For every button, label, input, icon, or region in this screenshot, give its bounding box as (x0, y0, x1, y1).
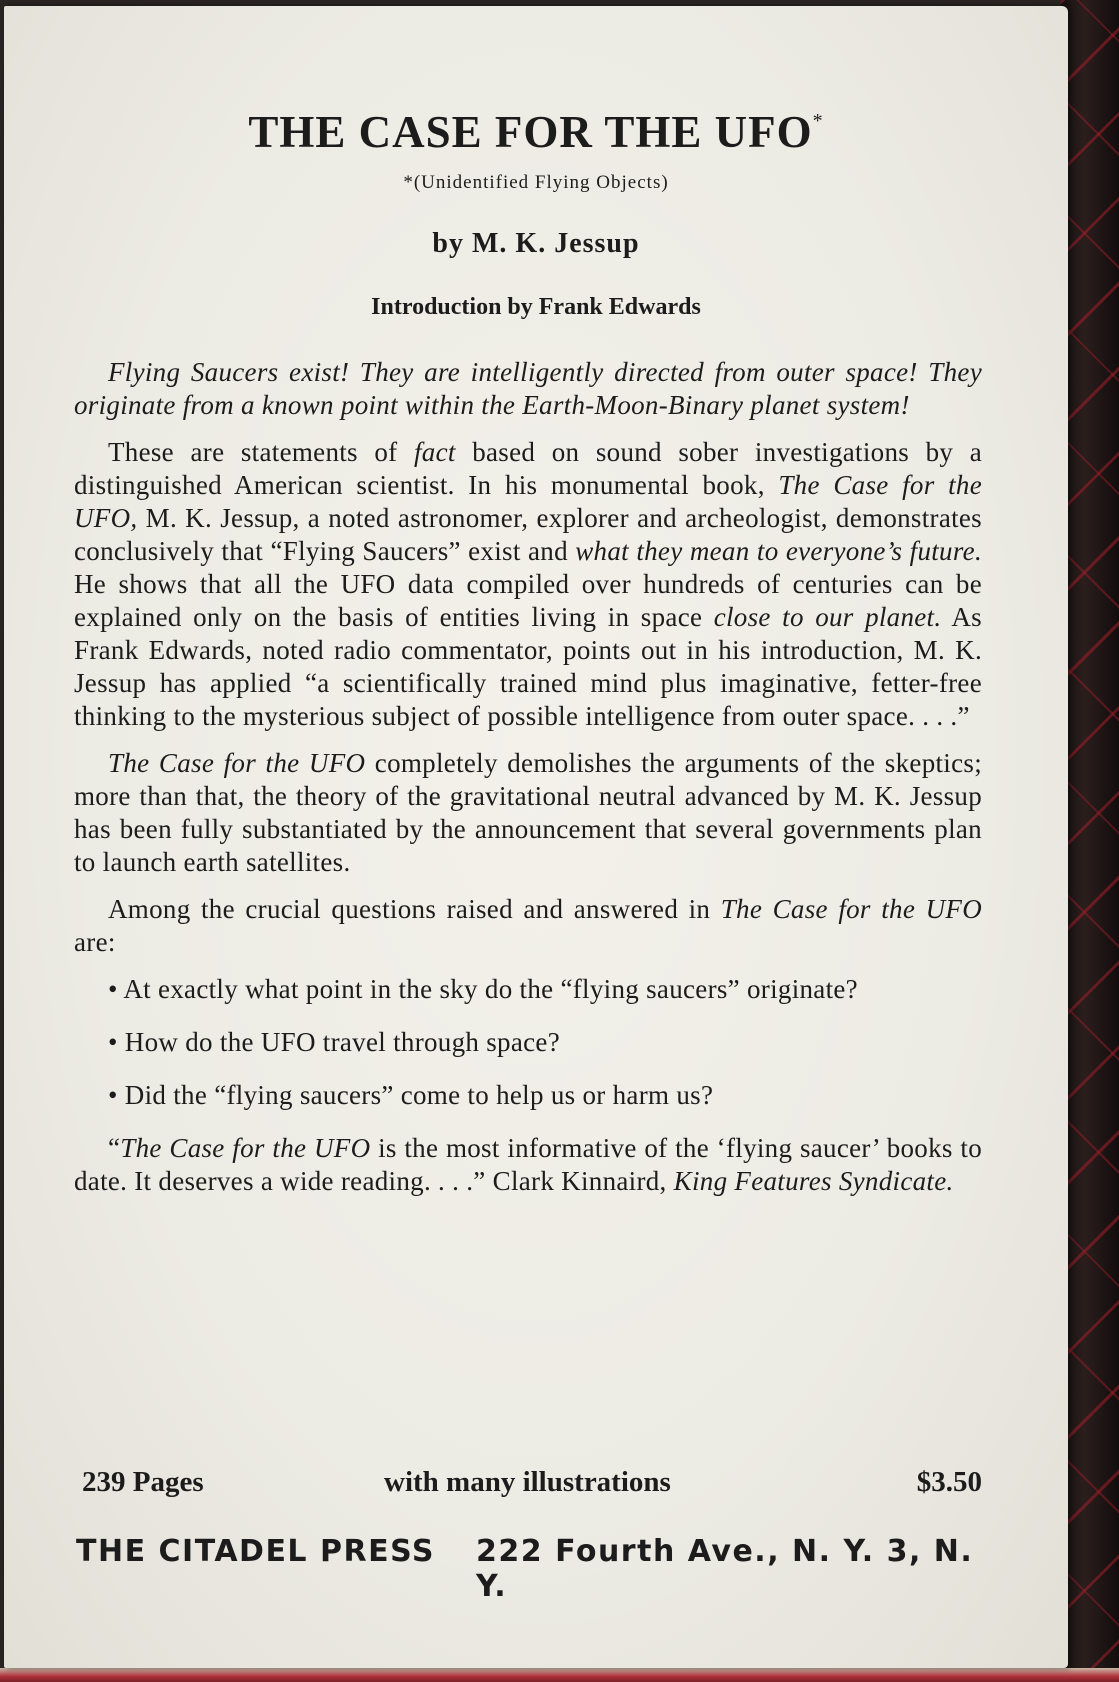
paragraph-skeptics (74, 747, 982, 879)
p2-text-c: based on sound sober investigations by a distinguished American scientist. In his monumental book, (74, 437, 982, 500)
price: $3.50 (916, 1466, 982, 1498)
book-title-text: THE CASE FOR THE UFO (248, 107, 813, 157)
question-item: • How do the UFO travel through space? (108, 1027, 560, 1057)
paragraph-statements (74, 436, 982, 733)
p2-text-g: He shows that all the UFO data compiled over hundreds of centuries can be explained only on the basis of entities living in space (74, 569, 982, 632)
illustrations-note: with many illustrations (384, 1466, 671, 1498)
publisher-name: THE CITADEL PRESS (76, 1534, 435, 1569)
publisher-address: 222 Fourth Ave., N. Y. 3, N. Y. (476, 1534, 974, 1604)
p2-text-f: what they mean to everyone’s future. (575, 536, 982, 566)
back-cover-page (4, 6, 1068, 1668)
p4-text-b: The Case for the UFO (720, 894, 982, 924)
book-spine (1061, 0, 1119, 1682)
title-asterisk: * (812, 110, 824, 132)
p2-text-b: fact (414, 437, 456, 467)
quote-title: The Case for the UFO (120, 1133, 371, 1163)
p3-text-b: completely demolishes the arguments of the skeptics; more than that, the theory of the gravitational neutral advanced by M. K. Jessup has been fully substantiated by the announcement that several governments plan to launch earth satellites. (74, 748, 982, 877)
review-quote (74, 1132, 982, 1198)
quote-open: “ (108, 1133, 121, 1163)
paragraph-intro-text: Flying Saucers exist! They are intelligently directed from outer space! They originate from a known point within the Earth-Moon-Binary planet system! (74, 357, 982, 420)
p3-text-a: The Case for the UFO (108, 748, 366, 778)
p2-text-a: These are statements of (108, 437, 414, 467)
introduction-line: Introduction by Frank Edwards (371, 294, 701, 320)
book-title (4, 106, 1068, 158)
question-item: • At exactly what point in the sky do the “flying saucers” originate? (108, 974, 858, 1004)
p2-text-e: M. K. Jessup, a noted astronomer, explorer and archeologist, demonstrates conclusively that “Flying Saucers” exist and (74, 503, 982, 566)
p2-text-h: close to our planet. (713, 602, 942, 632)
quote-text: is the most informative of the ‘flying saucer’ books to date. It deserves a wide reading. . . .” Clark Kinnaird, (74, 1133, 983, 1196)
page-count: 239 Pages (82, 1466, 204, 1498)
author-line: by M. K. Jessup (432, 228, 640, 259)
description-body (74, 356, 982, 1212)
p4-text-a: Among the crucial questions raised and answered in (108, 894, 721, 924)
p4-text-c: are: (74, 927, 116, 957)
question-item: • Did the “flying saucers” come to help us or harm us? (108, 1080, 714, 1110)
book-bottom-edge (0, 1668, 1119, 1682)
paragraph-intro (74, 356, 982, 422)
p2-text-d: The Case for the UFO, (74, 470, 983, 533)
quote-source: King Features Syndicate. (673, 1166, 954, 1196)
paragraph-questions (74, 893, 982, 959)
p2-text-i: As Frank Edwards, noted radio commentator, points out in his introduction, M. K. Jessup has applied “a scientifically trained mind plus imaginative, fetter-free thinking to the mysterious subject of possible intelligence from outer space. . . .” (74, 602, 982, 731)
book-subtitle: *(Unidentified Flying Objects) (403, 172, 669, 193)
